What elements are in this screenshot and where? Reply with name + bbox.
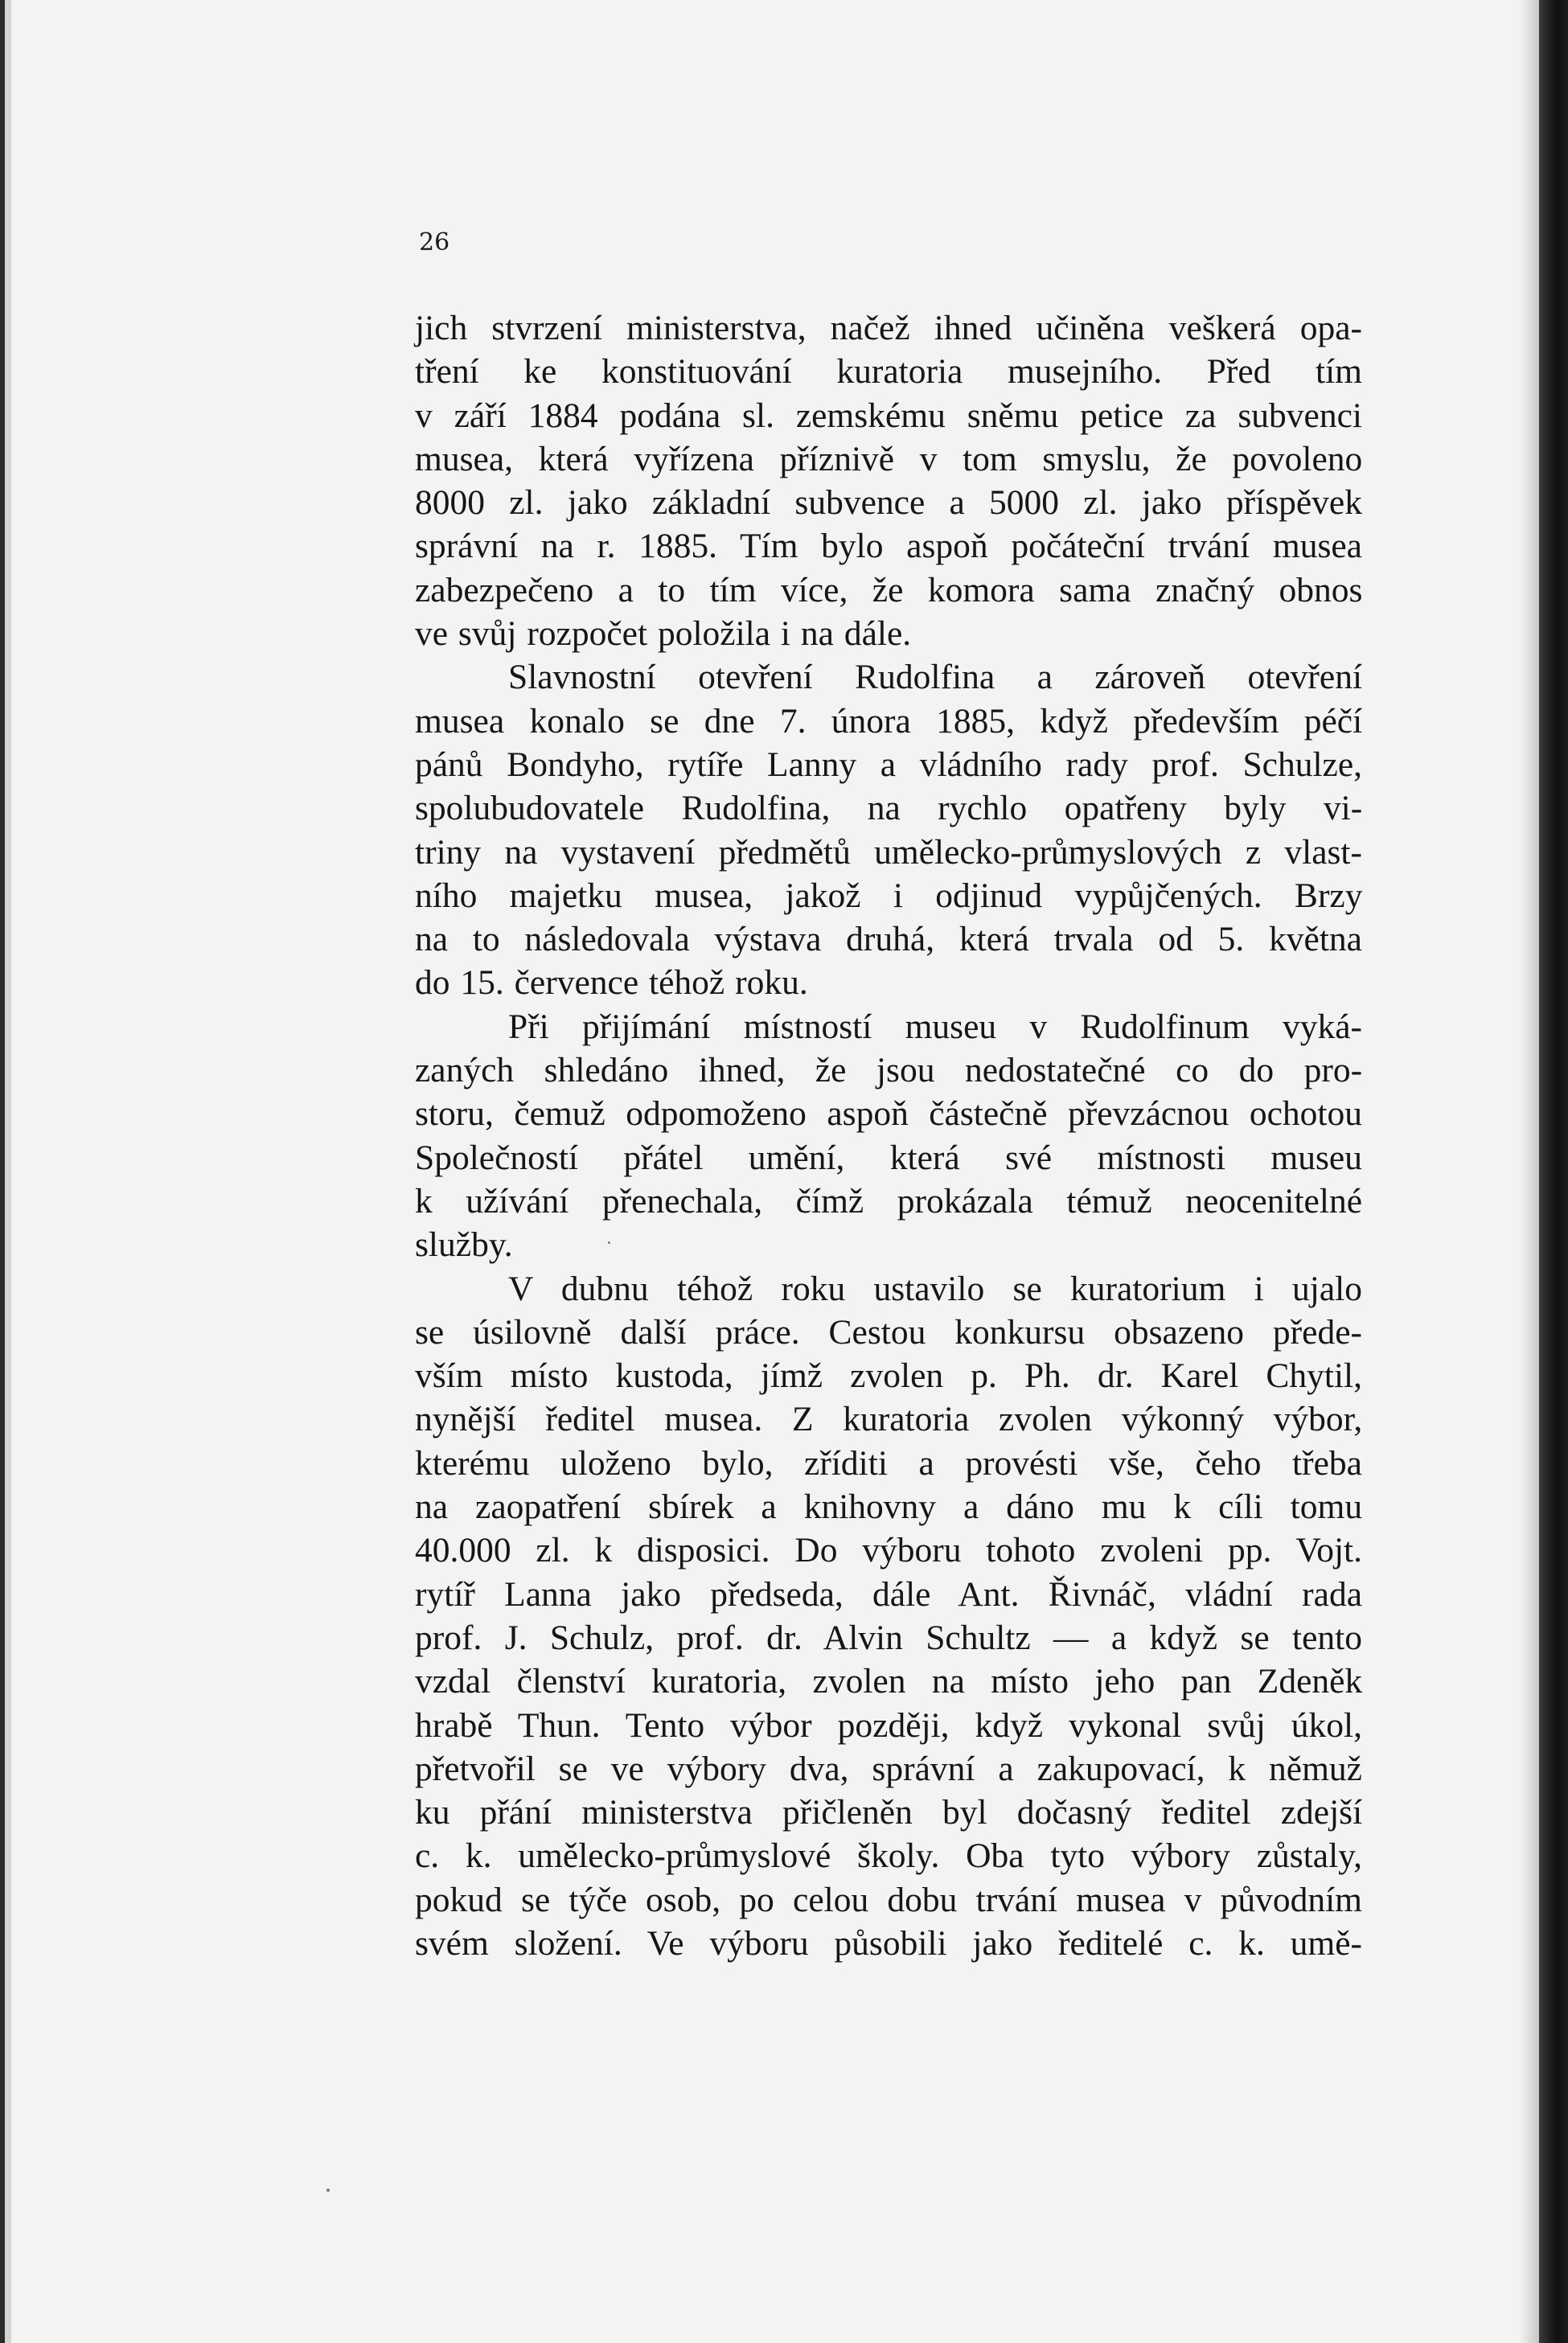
- text-line: Při přijímání místností museu v Rudolfinum vyká-: [508, 1007, 1362, 1046]
- page-number: 26: [419, 228, 450, 256]
- text-line: správní na r. 1885. Tím bylo aspoň počáteční trvání musea: [415, 527, 1362, 566]
- paragraph-4: [415, 1267, 1362, 1966]
- left-page-edge: [0, 0, 5, 2343]
- text-line: svém složení. Ve výboru působili jako ředitelé c. k. umě-: [415, 1923, 1362, 1963]
- text-line: rytíř Lanna jako předseda, dále Ant. Řivnáč, vládní rada: [415, 1574, 1362, 1614]
- text-line: ve svůj rozpočet položila i na dále.: [415, 614, 912, 654]
- text-line: služby.: [415, 1225, 513, 1265]
- text-line: ku přání ministerstva přičleněn byl dočasný ředitel zdejší: [415, 1793, 1363, 1832]
- text-line: pánů Bondyho, rytíře Lanny a vládního rady prof. Schulze,: [415, 745, 1363, 784]
- text-line: v září 1884 podána sl. zemskému sněmu petice za subvenci: [415, 396, 1362, 435]
- right-page-edge: [1539, 0, 1568, 2343]
- text-line: storu, čemuž odpomoženo aspoň částečně převzácnou ochotou: [415, 1094, 1362, 1134]
- text-line: pokud se týče osob, po celou dobu trvání musea v původním: [415, 1880, 1362, 1919]
- body-text: [415, 306, 1362, 1965]
- text-line: k užívání přenechala, čímž prokázala témuž neocenitelné: [415, 1181, 1362, 1221]
- text-line: ního majetku musea, jakož i odjinud vypůjčených. Brzy: [415, 876, 1363, 915]
- paragraph-3: [415, 1005, 1362, 1267]
- text-line: Společností přátel umění, která své místnosti museu: [415, 1138, 1362, 1177]
- paragraph-1: [415, 306, 1362, 655]
- text-line: na zaopatření sbírek a knihovny a dáno mu k cíli tomu: [415, 1487, 1363, 1527]
- text-line: hrabě Thun. Tento výbor později, když vykonal svůj úkol,: [415, 1705, 1362, 1745]
- scan-speck: [326, 2189, 330, 2192]
- text-line: musea, která vyřízena příznivě v tom smyslu, že povoleno: [415, 439, 1363, 478]
- text-line: c. k. umělecko-průmyslové školy. Oba tyto výbory zůstaly,: [415, 1836, 1362, 1876]
- text-line: triny na vystavení předmětů umělecko-průmyslových z vlast-: [415, 832, 1362, 872]
- text-line: zabezpečeno a to tím více, že komora sama značný obnos: [415, 570, 1363, 609]
- text-line: na to následovala výstava druhá, která trvala od 5. května: [415, 920, 1362, 959]
- text-line: přetvořil se ve výbory dva, správní a zakupovací, k němuž: [415, 1749, 1362, 1788]
- text-line: nynější ředitel musea. Z kuratoria zvolen výkonný výbor,: [415, 1400, 1363, 1439]
- text-line: 40.000 zl. k disposici. Do výboru tohoto zvoleni pp. Vojt.: [415, 1531, 1362, 1570]
- text-line: spolubudovatele Rudolfina, na rychlo opatřeny byly vi-: [415, 789, 1363, 828]
- text-line: Slavnostní otevření Rudolfina a zároveň otevření: [508, 658, 1363, 697]
- text-line: kterému uloženo bylo, zříditi a provésti vše, čeho třeba: [415, 1443, 1362, 1483]
- paragraph-2: [415, 655, 1362, 1004]
- text-line: tření ke konstituování kuratoria musejního. Před tím: [415, 352, 1362, 392]
- text-line: vším místo kustoda, jímž zvolen p. Ph. dr. Karel Chytil,: [415, 1356, 1363, 1396]
- text-line: V dubnu téhož roku ustavilo se kuratorium i ujalo: [508, 1269, 1362, 1308]
- text-line: jich stvrzení ministerstva, načež ihned učiněna veškerá opa-: [415, 309, 1362, 347]
- gutter-shadow: [1520, 0, 1539, 2343]
- text-line: 8000 zl. jako základní subvence a 5000 zl. jako příspěvek: [415, 483, 1362, 523]
- text-line: zaných shledáno ihned, že jsou nedostatečné co do pro-: [415, 1051, 1363, 1090]
- text-line: se úsilovně další práce. Cestou konkursu obsazeno přede-: [415, 1312, 1362, 1352]
- text-line: vzdal členství kuratoria, zvolen na místo jeho pan Zdeněk: [415, 1662, 1363, 1701]
- text-line: do 15. července téhož roku.: [415, 963, 808, 1003]
- text-line: prof. J. Schulz, prof. dr. Alvin Schultz — a když se tento: [415, 1618, 1362, 1657]
- text-line: musea konalo se dne 7. února 1885, když především péčí: [415, 701, 1363, 741]
- scan-speck: [608, 1241, 610, 1244]
